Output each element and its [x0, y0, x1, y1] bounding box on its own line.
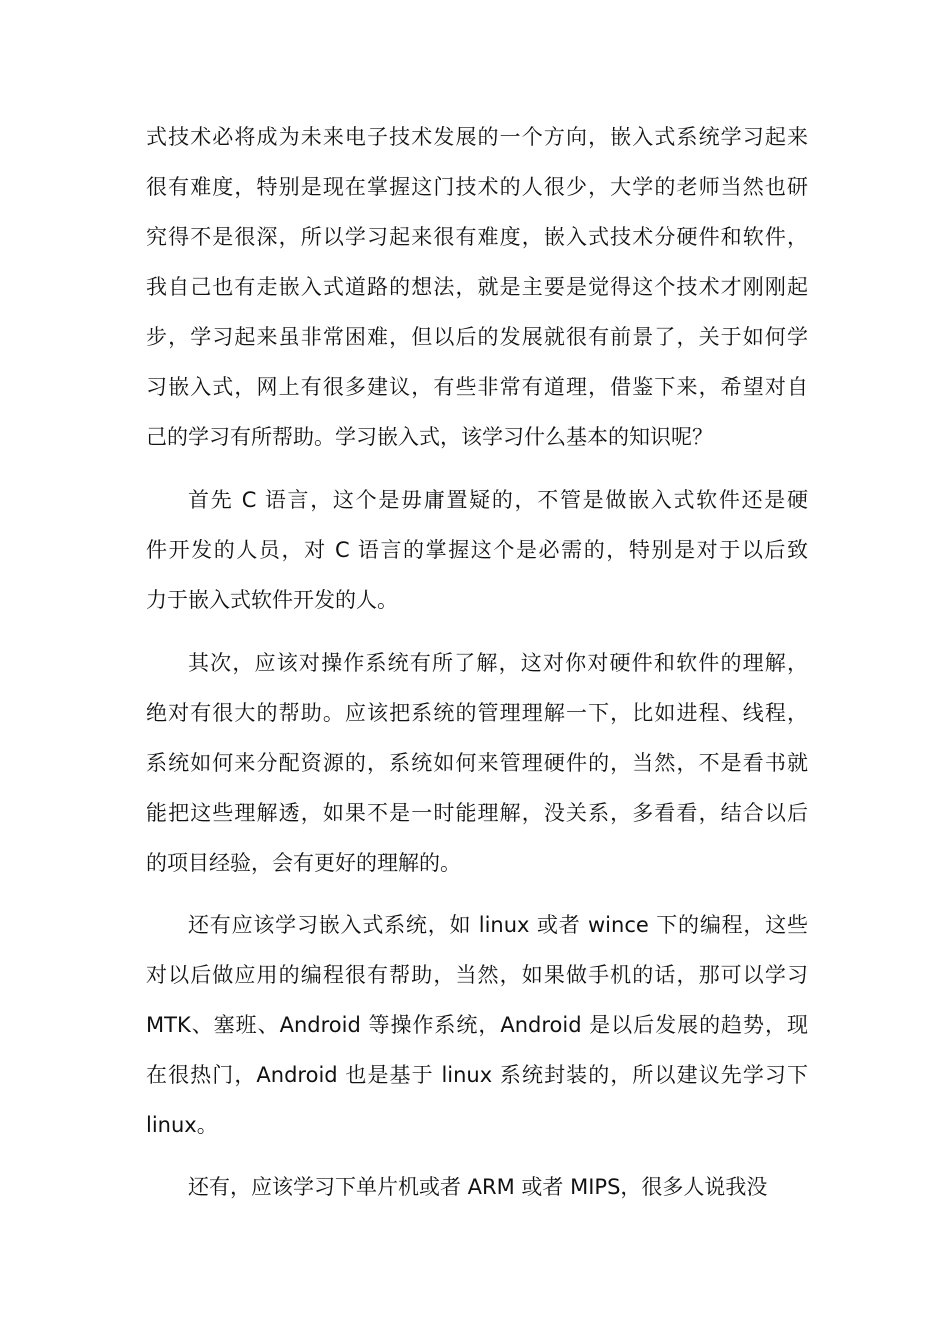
paragraph-4-line-3: MTK、塞班、Android 等操作系统，Android 是以后发展的趋势，现 — [146, 1013, 808, 1037]
paragraph-3-line-5: 的项目经验，会有更好的理解的。 — [146, 851, 461, 875]
paragraph-2-line-1: 首先 C 语言，这个是毋庸置疑的，不管是做嵌入式软件还是硬 — [188, 488, 808, 512]
paragraph-1-line-5: 步，学习起来虽非常困难，但以后的发展就很有前景了，关于如何学 — [146, 325, 808, 349]
paragraph-1-line-7: 己的学习有所帮助。学习嵌入式，该学习什么基本的知识呢？ — [146, 425, 713, 449]
paragraph-1-line-6: 习嵌入式，网上有很多建议，有些非常有道理，借鉴下来，希望对自 — [146, 375, 808, 399]
paragraph-3-line-4: 能把这些理解透，如果不是一时能理解，没关系，多看看，结合以后 — [146, 801, 808, 825]
paragraph-4-line-1: 还有应该学习嵌入式系统，如 linux 或者 wince 下的编程，这些 — [188, 913, 808, 937]
paragraph-2-line-2: 件开发的人员，对 C 语言的掌握这个是必需的，特别是对于以后致 — [146, 538, 808, 562]
paragraph-1-line-3: 究得不是很深，所以学习起来很有难度，嵌入式技术分硬件和软件， — [146, 225, 808, 249]
paragraph-4-line-2: 对以后做应用的编程很有帮助，当然，如果做手机的话，那可以学习 — [146, 963, 808, 987]
paragraph-1-line-2: 很有难度，特别是现在掌握这门技术的人很少，大学的老师当然也研 — [146, 175, 808, 199]
paragraph-4-line-5: linux。 — [146, 1113, 218, 1137]
paragraph-2-line-3: 力于嵌入式软件开发的人。 — [146, 588, 398, 612]
paragraph-1-line-1: 式技术必将成为未来电子技术发展的一个方向，嵌入式系统学习起来 — [146, 125, 808, 149]
paragraph-3-line-2: 绝对有很大的帮助。应该把系统的管理理解一下，比如进程、线程， — [146, 701, 808, 725]
paragraph-3-line-1: 其次，应该对操作系统有所了解，这对你对硬件和软件的理解， — [188, 651, 808, 675]
paragraph-3-line-3: 系统如何来分配资源的，系统如何来管理硬件的，当然，不是看书就 — [146, 751, 808, 775]
paragraph-1-line-4: 我自己也有走嵌入式道路的想法，就是主要是觉得这个技术才刚刚起 — [146, 275, 808, 299]
paragraph-5-line-1: 还有，应该学习下单片机或者 ARM 或者 MIPS，很多人说我没 — [188, 1175, 768, 1199]
paragraph-4-line-4: 在很热门，Android 也是基于 linux 系统封装的，所以建议先学习下 — [146, 1063, 808, 1087]
